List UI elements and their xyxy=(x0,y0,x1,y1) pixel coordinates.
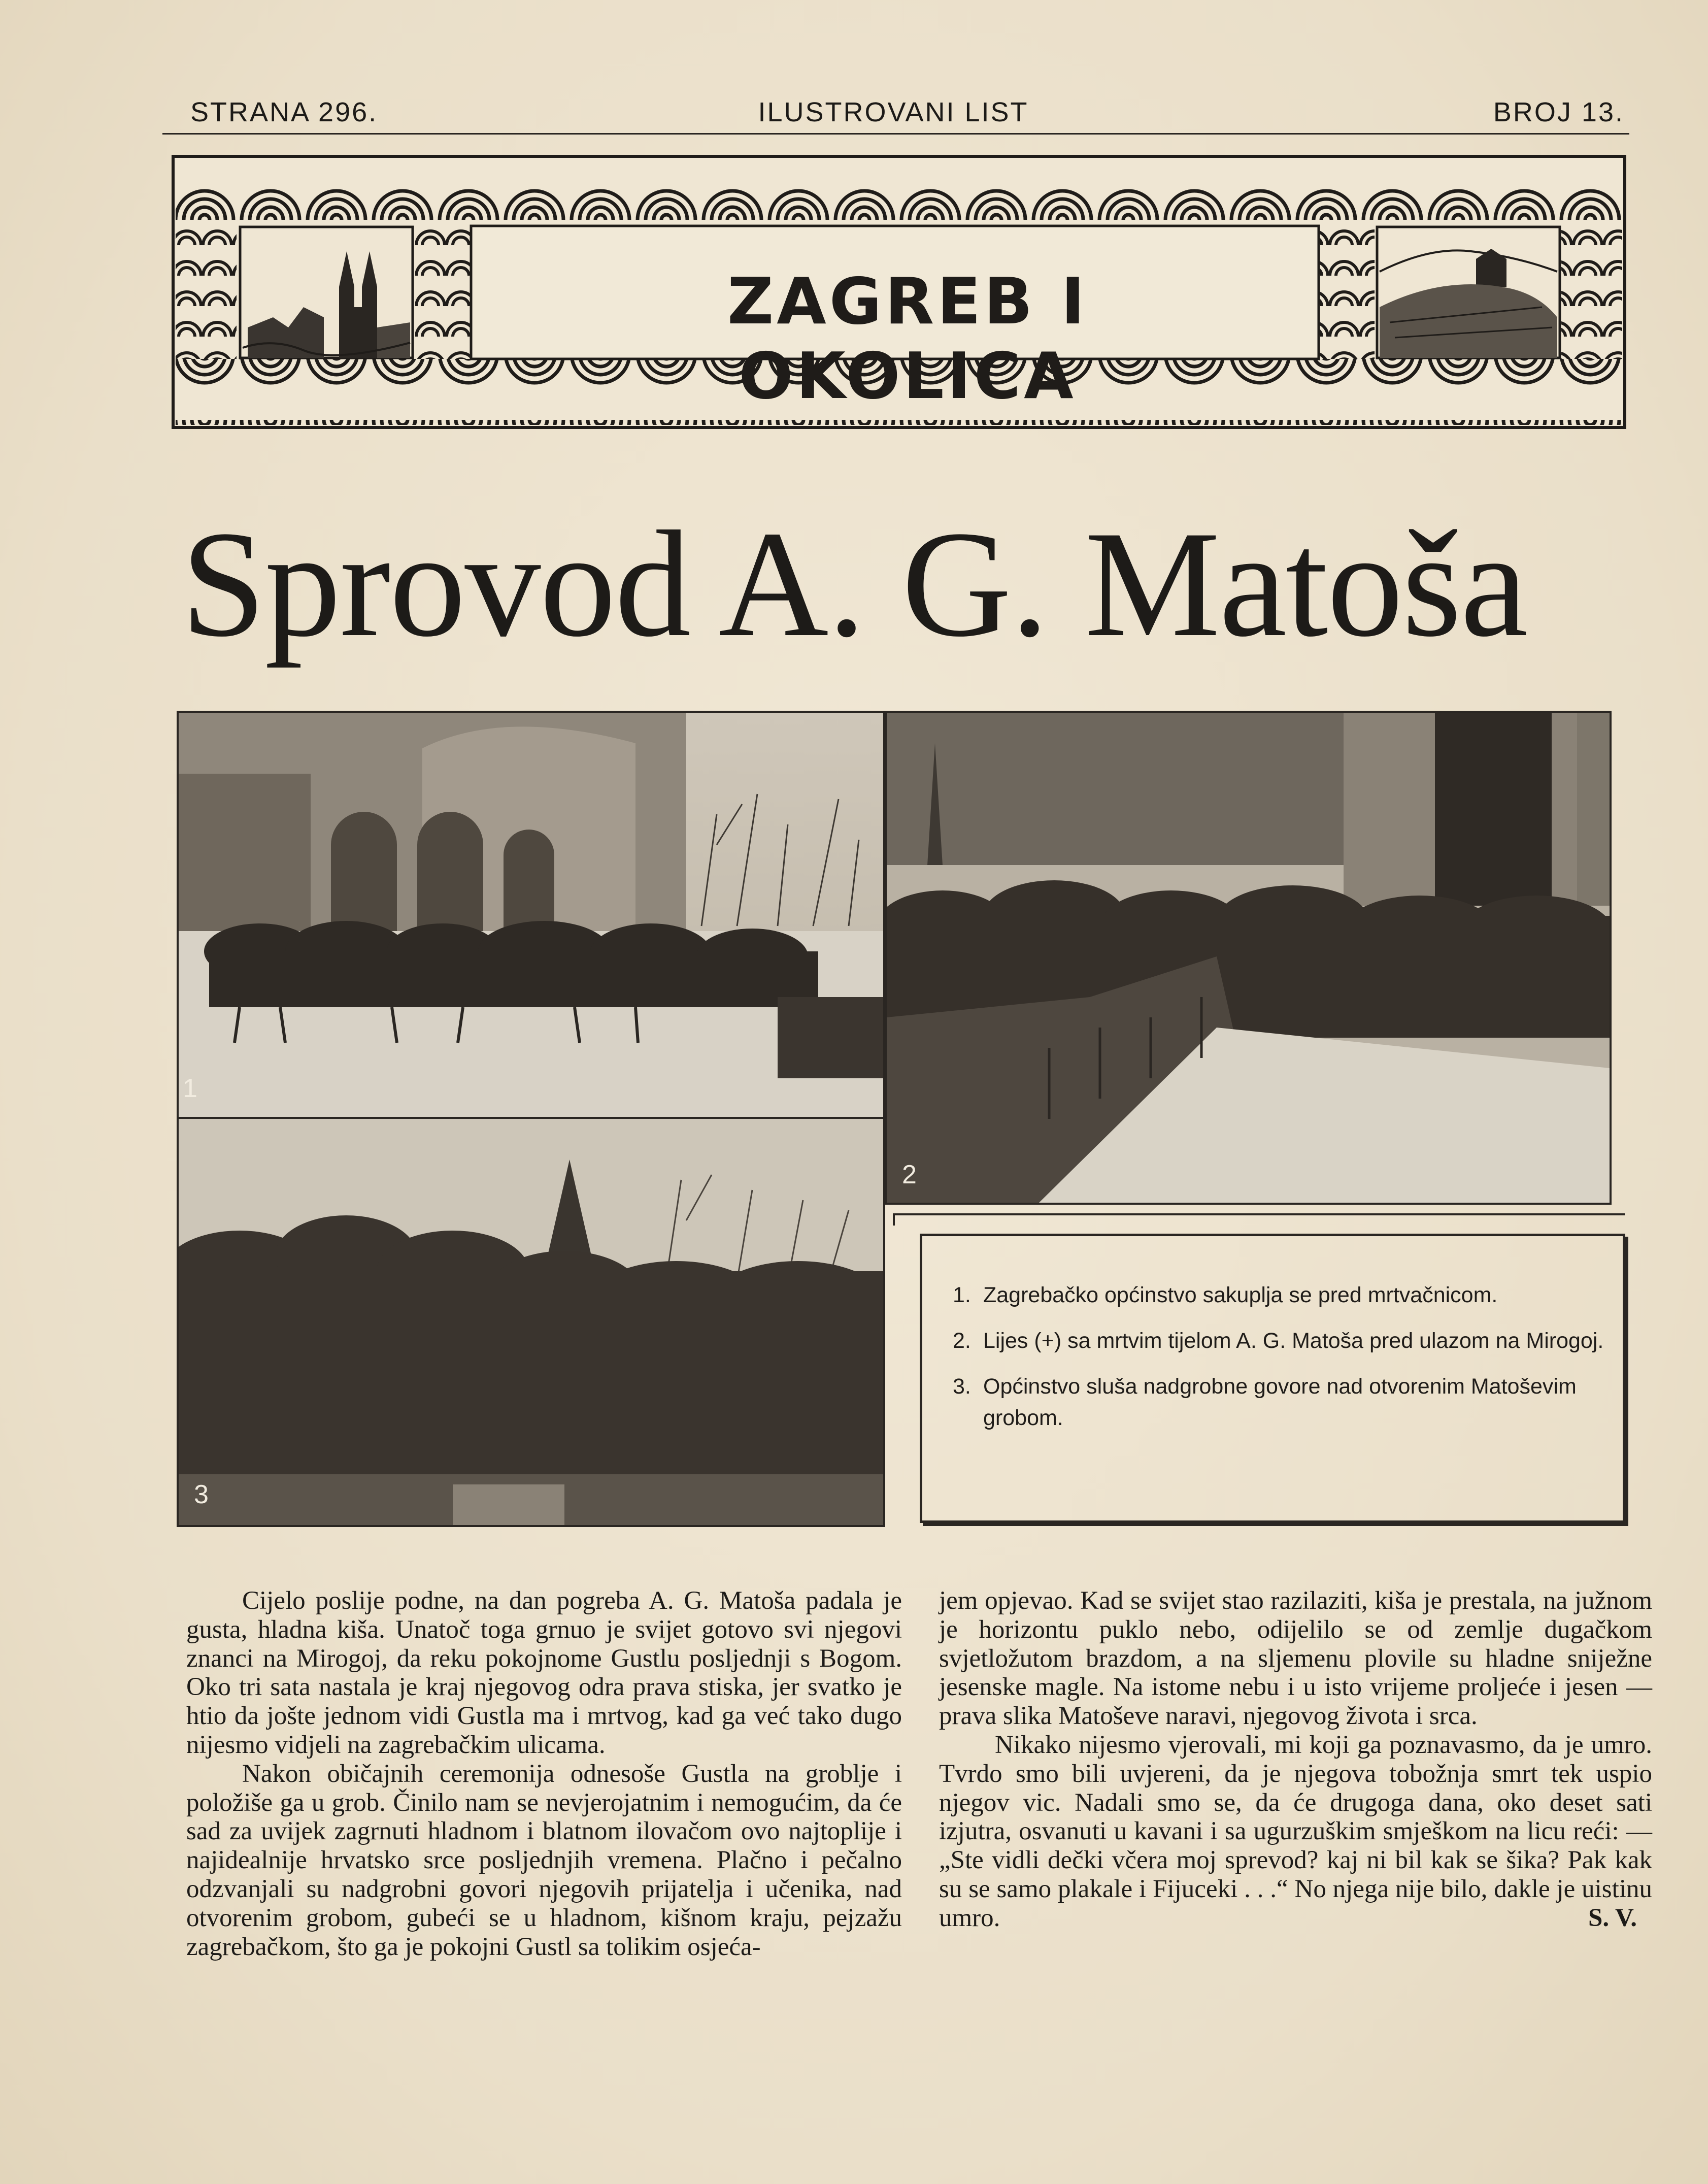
caption-frame-line xyxy=(893,1213,1625,1226)
photo-mortuary-crowd xyxy=(177,711,885,1121)
caption-text: Općinstvo sluša nadgrobne govore nad otvorenim Matoševim grobom. xyxy=(983,1374,1577,1430)
article-column-right xyxy=(939,1586,1652,1933)
cathedral-vignette xyxy=(240,227,413,358)
header-rule xyxy=(162,133,1629,135)
photo-grave-speeches xyxy=(177,1117,885,1527)
author-signature: S. V. xyxy=(1588,1903,1637,1932)
section-title: ZAGREB I OKOLICA xyxy=(727,264,1088,413)
caption-item: 3. Općinstvo sluša nadgrobne govore nad otvorenim Matoševim grobom. xyxy=(953,1374,1577,1430)
photo-number: 1 xyxy=(183,1074,197,1103)
page-number: STRANA 296. xyxy=(190,97,378,127)
issue-number: BROJ 13. xyxy=(1493,97,1624,127)
paragraph-text: Nikako nijesmo vjerovali, mi koji ga poznavasmo, da je umro. Tvrdo smo bili uvjereni, da je njegova tobožnja smrt tek uspio njegov vic. Nadali smo se, da će drugoga dana, oko deset sati izjutra, osvanuti u kavani i sa ugurzuškim smješkom na licu reći: — „Ste vidli dečki včera moj sprevod? kaj ni bil kak se šika? Pak kak su se samo plakale i Fijuceki . . .“ No njega nije bilo, dakle je uistinu umro. xyxy=(939,1730,1652,1932)
caption-item: 2. Lijes (+) sa mrtvim tijelom A. G. Matoša pred ulazom na Mirogoj. xyxy=(953,1329,1604,1353)
photo-number: 3 xyxy=(194,1480,209,1509)
article-paragraph: jem opjevao. Kad se svijet stao razilaziti, kiša je prestala, na južnom je horizontu puklo nebo, odijelilo se od zemlje dugačkom svjetložutom brazdom, a na sljemenu plovile su hladne sniježne jesenske magle. Na istome nebu i u isto vrijeme proljeće i jesen — prava slika Matoševe naravi, njegovog života i srca. xyxy=(939,1586,1652,1731)
running-head xyxy=(162,96,1624,137)
caption-text: Zagrebačko općinstvo sakuplja se pred mrtvačnicom. xyxy=(983,1283,1498,1307)
caption-list xyxy=(953,1279,1613,1448)
publication-title: ILUSTROVANI LIST xyxy=(758,97,1029,127)
caption-text: Lijes (+) sa mrtvim tijelom A. G. Matoša pred ulazom na Mirogoj. xyxy=(983,1329,1604,1353)
article-paragraph: Nakon običajnih ceremonija odnesoše Gustla na groblje i položiše ga u grob. Činilo nam se nevjerojatnim i nemogućim, da će sad za uvijek zagrnuti hladnom i blatnom ilovačom ovo najtoplije i najidealnije hrvatsko srce posljednjih vremena. Plačno i pečalno odzvanjali su nadgrobni govori njegovih prijatelja i učenika, nad otvorenim grobom, gubeći se u hladnom, kišnom kraju, pejzažu zagrebačkom, što ga je pokojni Gustl sa tolikim osjeća- xyxy=(186,1759,902,1961)
photo-number: 2 xyxy=(902,1160,917,1189)
photo-coffin-entrance xyxy=(885,711,1612,1205)
section-banner xyxy=(172,155,1626,429)
article-paragraph: Cijelo poslije podne, na dan pogreba A. G. Matoša padala je gusta, hladna kiša. Unatoč toga grnuo je svijet gotovo svi njegovi znanci na Mirogoj, da reku pokojnome Gustlu posljednji s Bogom. Oko tri sata nastala je kraj njegovog odra prava stiska, jer svatko je htio da jošte jednom vidi Gustla ma i mrtvog, kad ga već tako dugo nijesmo vidjeli na zagrebačkim ulicama. xyxy=(186,1586,902,1759)
article-paragraph xyxy=(939,1731,1652,1933)
caption-item: 1. Zagrebačko općinstvo sakuplja se pred mrtvačnicom. xyxy=(953,1283,1498,1307)
photo-caption-box xyxy=(920,1234,1625,1523)
article-column-left xyxy=(186,1586,902,1961)
castle-vignette xyxy=(1377,227,1560,358)
article-headline: Sprovod A. G. Matoša xyxy=(181,500,1527,668)
